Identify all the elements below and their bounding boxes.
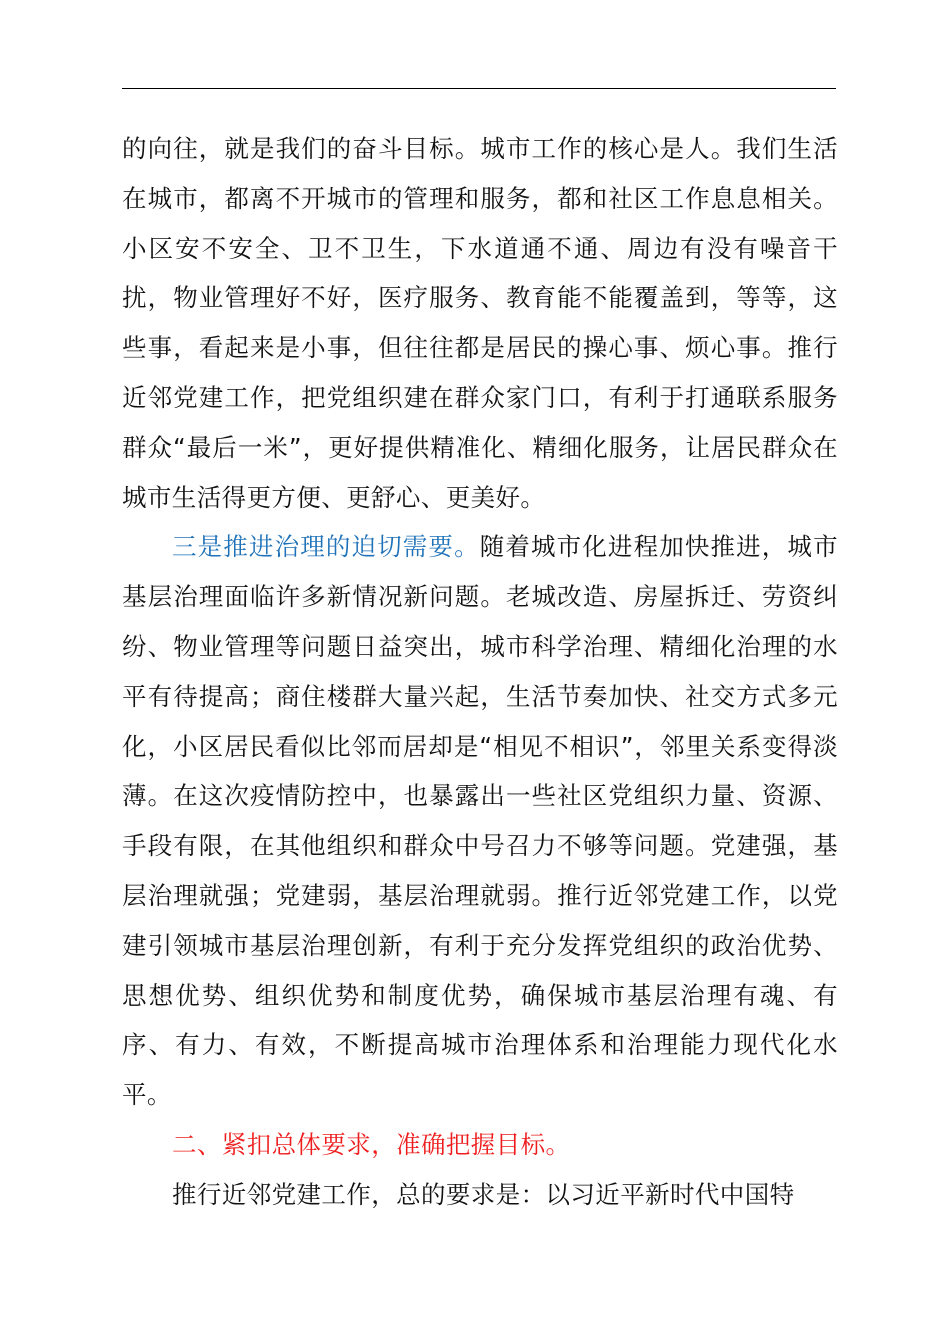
- subheading-lead: 三是推进治理的迫切需要。: [172, 532, 480, 562]
- paragraph-text: 随着城市化进程加快推进，城市基层治理面临许多新情况新问题。老城改造、房屋拆迁、劳资纠纷、物业管理等问题日益突出，城市科学治理、精细化治理的水平有待提高；商住楼群大量兴起，生活节奏加快、社交方式多元化，小区居民看似比邻而居却是“相见不相识”，邻里关系变得淡薄。在这次疫情防控中，也暴露出一些社区党组织力量、资源、手段有限，在其他组织和群众中号召力不够等问题。党建强，基层治理就强；党建弱，基层治理就弱。推行近邻党建工作，以党建引领城市基层治理创新，有利于充分发挥党组织的政治优势、思想优势、组织优势和制度优势，确保城市基层治理有魂、有序、有力、有效，不断提高城市治理体系和治理能力现代化水平。: [122, 532, 838, 1110]
- section-heading: [122, 1120, 838, 1170]
- paragraph-text: 的向往，就是我们的奋斗目标。城市工作的核心是人。我们生活在城市，都离不开城市的管理和服务，都和社区工作息息相关。小区安不安全、卫不卫生，下水道通不通、周边有没有噪音干扰，物业管理好不好，医疗服务、教育能不能覆盖到，等等，这些事，看起来是小事，但往往都是居民的操心事、烦心事。推行近邻党建工作，把党组织建在群众家门口，有利于打通联系服务群众“最后一米”，更好提供精准化、精细化服务，让居民群众在城市生活得更方便、更舒心、更美好。: [122, 134, 838, 512]
- document-body: [122, 124, 838, 1220]
- header-rule: [122, 88, 836, 89]
- paragraph-overall-requirement: [122, 1170, 838, 1220]
- paragraph-continuation: [122, 124, 838, 522]
- section-heading-text: 二、紧扣总体要求，准确把握目标。: [172, 1129, 571, 1159]
- paragraph-governance-need: [122, 522, 838, 1120]
- paragraph-text: 推行近邻党建工作，总的要求是：以习近平新时代中国特: [172, 1179, 795, 1209]
